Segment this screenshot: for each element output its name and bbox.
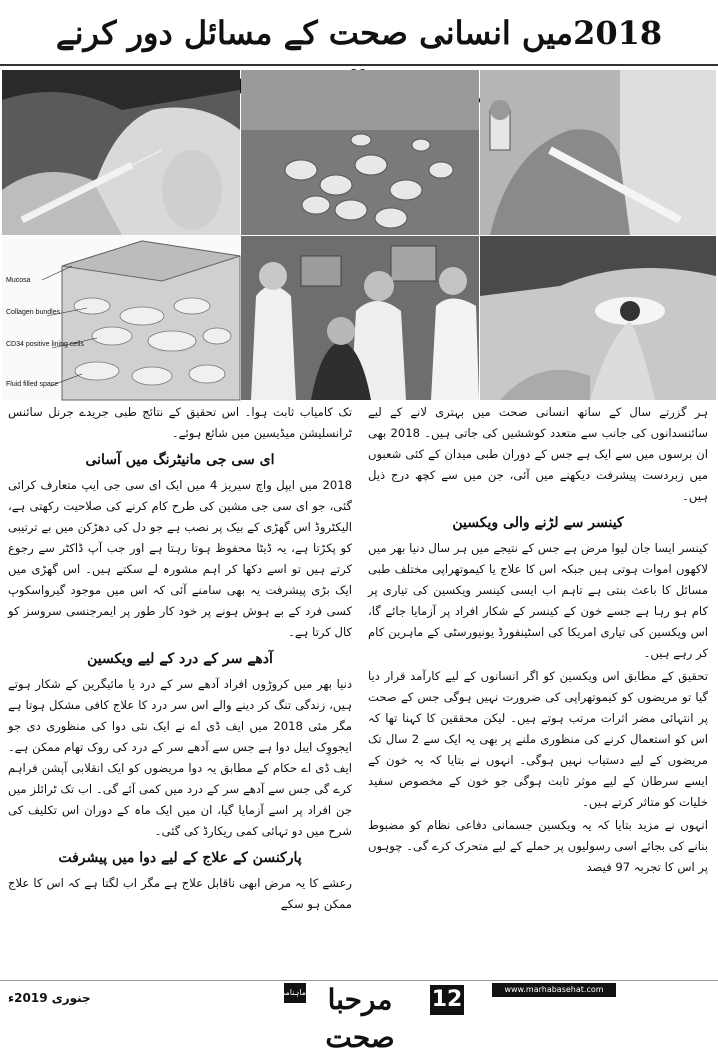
intro-paragraph: ہر گزرتے سال کے ساتھ انسانی صحت میں بہتری لانے کے لیے سائنسدانوں کی جانب سے متعدد کوششیں کی جاتی ہیں۔ 2018 بھی ان برسوں میں سے ایک ہے جس کے دوران طبی میدان کے کئی شعبوں میں زبردست پیشرفت دیکھنے میں آئی، جن میں سے کچھ درج ذیل ہیں۔ bbox=[368, 405, 708, 503]
cancer-paragraph-2: تحقیق کے مطابق اس ویکسین کو اگر انسانوں کے لیے کارآمد قرار دیا گیا تو مریضوں کو کیموتھراپی کی ضرورت نہیں ہوگی جس کے صحت پر انتہائی مضر اثرات مرتب ہوتے ہیں۔ لیکن محققین کا کہنا تھا کہ اس کو استعمال کرنے کی منظوری ملنے پر بھی یہ ایک سے 2 سال تک مریضوں کے لیے دستیاب نہیں ہوگی۔ انہوں نے بتایا کہ یہ خون کے ایسے سرطان کے لیے موثر ثابت ہوگی جو خون کے مخصوص سفید خلیات کو متاثر کرتے ہیں۔ bbox=[368, 669, 708, 809]
diagram-label-cd34: CD34 positive lining cells bbox=[6, 341, 84, 348]
doctors-photo bbox=[241, 236, 479, 400]
syringe-hand-photo bbox=[480, 70, 716, 235]
diagram-label-fluid: Fluid filled space bbox=[6, 381, 59, 388]
page-number: 12 bbox=[430, 985, 464, 1015]
ecg-paragraph: 2018 میں ایپل واچ سیریز 4 میں ایک ای سی جی ایپ متعارف کرائی گئی، جو ای سی جی مشین کی طرح کام کرنے کی صلاحیت رکھتی ہے، الیکٹروڈ اس گھڑی کے بیک پر نصب ہے جو دل کی دھڑکن میں بے ترتیبی کو پکڑتا ہے، یہ ڈیٹا محفوظ ہوتا رہتا ہے اور جب آپ ڈاکٹر سے رجوع کرتے ہیں تو اسے دکھا کر اہم مشورہ لے سکتے ہیں۔ اس گھڑی میں ایک بڑی پیشرفت یہ بھی سامنے آئی کہ اس میں موجود گیرواسکوپ کسی فرد کے بے ہوش ہونے پر خود کار طور پر ایمرجنسی سروسز کو کال کرتا ہے۔ bbox=[8, 478, 352, 639]
cancer-paragraph-1: کینسر ایسا جان لیوا مرض ہے جس کے نتیجے میں ہر سال دنیا بھر میں لاکھوں اموات ہوتی ہیں جبکہ اس کا علاج یا کیموتھراپی مختلف طبی مسائل کا باعث بنتی ہے تاہم اب ایسی کینسر ویکسین کی تیاری پر کام ہو رہا ہے جسے خون کے کینسر کے شکار افراد پر آزمایا جائے گا، اس ویکسین کی تیاری امریکا کی اسٹینفورڈ یونیورسٹی کے ماہرین کام کر رہے ہیں۔ bbox=[368, 541, 708, 660]
website-url[interactable]: www.marhabasehat.com bbox=[492, 983, 616, 997]
diagram-label-mucosa: Mucosa bbox=[6, 277, 31, 284]
injection-arm-photo bbox=[2, 70, 240, 235]
article-body bbox=[4, 402, 712, 977]
article-column-right bbox=[368, 402, 708, 977]
parkinson-paragraph: رعشے کا یہ مرض ابھی ناقابل علاج ہے مگر اب لگتا ہے کہ اس کا علاج ممکن ہو سکے bbox=[8, 876, 352, 911]
magazine-logo: مرحبا صحت bbox=[325, 983, 395, 1054]
mucosa-diagram bbox=[2, 236, 240, 400]
cancer-paragraph-3: انہوں نے مزید بتایا کہ یہ ویکسین جسمانی دفاعی نظام کو مضبوط بنانے کی بجائے اسی رسولیوں پر حملے کے لیے متحرک کرے گی۔ چوہوں پر اس کا تجربہ 97 فیصد bbox=[368, 818, 708, 874]
article-column-left bbox=[8, 402, 352, 977]
tablets-photo bbox=[241, 70, 479, 235]
heading-migraine: آدھے سر کے درد کے لیے ویکسین bbox=[87, 651, 273, 667]
monthly-badge: ماہنامہ bbox=[284, 983, 306, 1003]
migraine-paragraph: دنیا بھر میں کروڑوں افراد آدھے سر کے درد یا مائیگرین کے شکار ہوتے ہیں، زندگی تنگ کر دینے والے اس سر درد کا علاج کافی مشکل ہوتا ہے مگر مئی 2018 میں ایف ڈی اے نے ایک نئی دوا کی منظوری دی جو ایجووِک ایبل دوا ہے جس سے آدھے سر کے درد کی روک تھام ممکن ہے۔ ایف ڈی اے حکام کے مطابق یہ دوا مریضوں کو ایک انقلابی آپشن فراہم کرے گی جس سے آدھے سر کے درد میں کمی آئے گی۔ اب تک ٹرائلز میں جن افراد پر اسے آزمایا گیا، ان میں ایک ماہ کے دوران اس تکلیف کی شرح میں دو تہائی کمی ریکارڈ کی گئی۔ bbox=[8, 677, 352, 838]
issue-date: جنوری 2019ء bbox=[8, 991, 91, 1005]
continuation-paragraph: تک کامیاب ثابت ہوا۔ اس تحقیق کے نتائج طبی جریدے جرنل سائنس ٹرانسلیشن میڈیسین میں شائع ہوئے۔ bbox=[8, 405, 352, 440]
contact-lens-photo bbox=[480, 236, 716, 400]
page-footer bbox=[0, 980, 718, 1054]
heading-parkinson: پارکنسن کے علاج کے لیے دوا میں پیشرفت bbox=[58, 850, 302, 866]
title-divider bbox=[0, 64, 718, 66]
heading-ecg: ای سی جی مانیٹرنگ میں آسانی bbox=[85, 452, 275, 468]
page-title: 2018میں انسانی صحت کے مسائل دور کرنے bbox=[55, 14, 663, 52]
heading-cancer-vaccine: کینسر سے لڑنے والی ویکسین bbox=[452, 515, 624, 531]
diagram-label-collagen: Collagen bundles bbox=[6, 309, 61, 316]
